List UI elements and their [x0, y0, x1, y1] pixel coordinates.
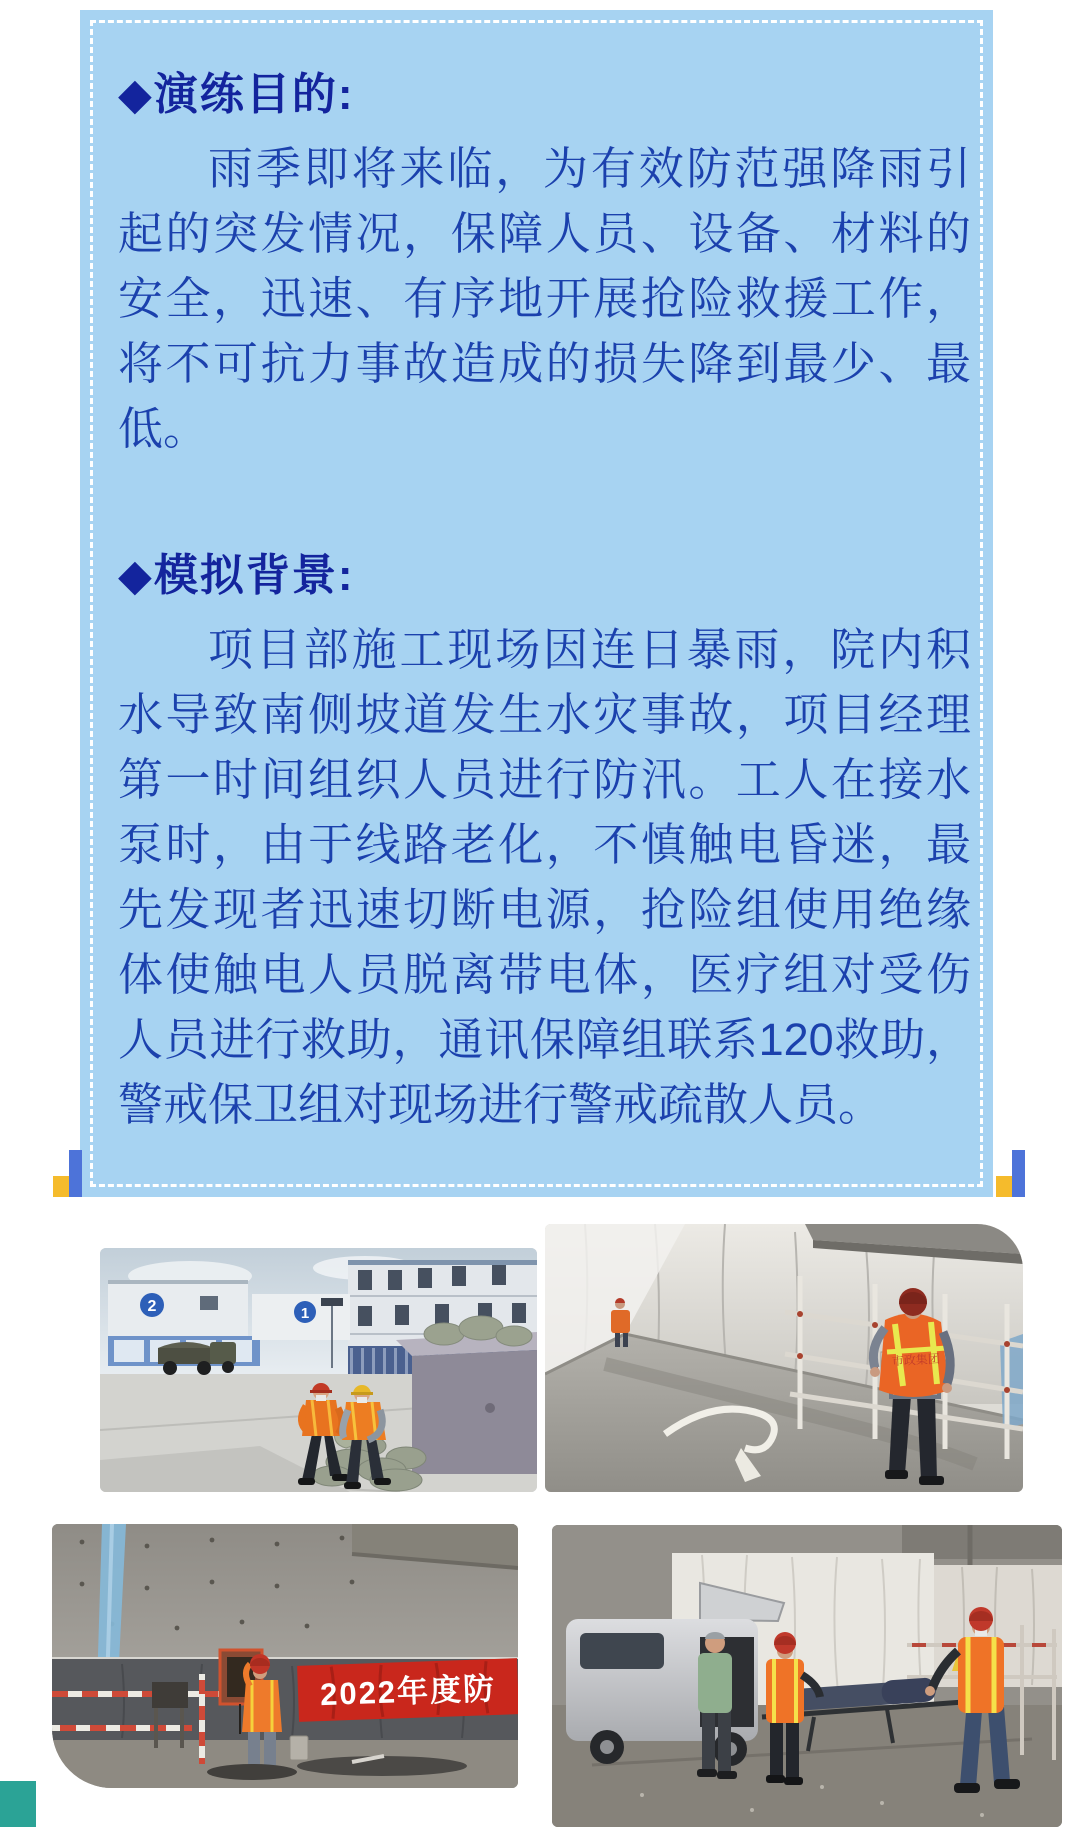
photo-sandbag-illustration [100, 1248, 537, 1492]
article-card [80, 10, 993, 1197]
building-sign-1: 1 [300, 1305, 310, 1322]
section-gap [118, 461, 971, 539]
decor-yellow-square-right [996, 1176, 1012, 1197]
vest-back-text: 市政集团 [891, 1351, 941, 1369]
drill-purpose-section [118, 58, 971, 461]
decor-teal-square-bottom-left [0, 1781, 36, 1827]
photo-electric-box-banner[interactable] [52, 1524, 518, 1788]
drill-purpose-paragraph: 雨季即将来临，为有效防范强降雨引起的突发情况，保障人员、设备、材料的安全，迅速、有序地开展抢险救援工作，将不可抗力事故造成的损失降到最少、最低。 [118, 143, 971, 454]
decor-blue-bar-right [1012, 1150, 1025, 1197]
simulated-background-section [118, 539, 971, 1137]
card-content [118, 58, 971, 1137]
simulated-background-heading: ◆模拟背景: [118, 551, 355, 600]
building-sign-2: 2 [147, 1298, 157, 1315]
photo-ramp-scaffold-worker[interactable] [545, 1224, 1023, 1492]
photo-stretcher-van[interactable] [552, 1525, 1062, 1827]
photo-ramp-illustration [545, 1224, 1023, 1492]
banner-text: 2022年度防 [319, 1670, 497, 1713]
decor-blue-bar-left [69, 1150, 82, 1197]
photo-tunnel-illustration [52, 1524, 518, 1788]
photo-sandbag-workers[interactable] [100, 1248, 537, 1492]
drill-purpose-heading: ◆演练目的: [118, 70, 355, 119]
simulated-background-paragraph: 项目部施工现场因连日暴雨，院内积水导致南侧坡道发生水灾事故，项目经理第一时间组织人员进行防汛。工人在接水泵时，由于线路老化，不慎触电昏迷，最先发现者迅速切断电源，抢险组使用绝缘体使触电人员脱离带电体，医疗组对受伤人员进行救助，通讯保障组联系120救助，警戒保卫组对现场进行警戒疏散人员。 [118, 624, 971, 1130]
photo-rescue-illustration [552, 1525, 1062, 1827]
decor-yellow-square-left [53, 1176, 69, 1197]
